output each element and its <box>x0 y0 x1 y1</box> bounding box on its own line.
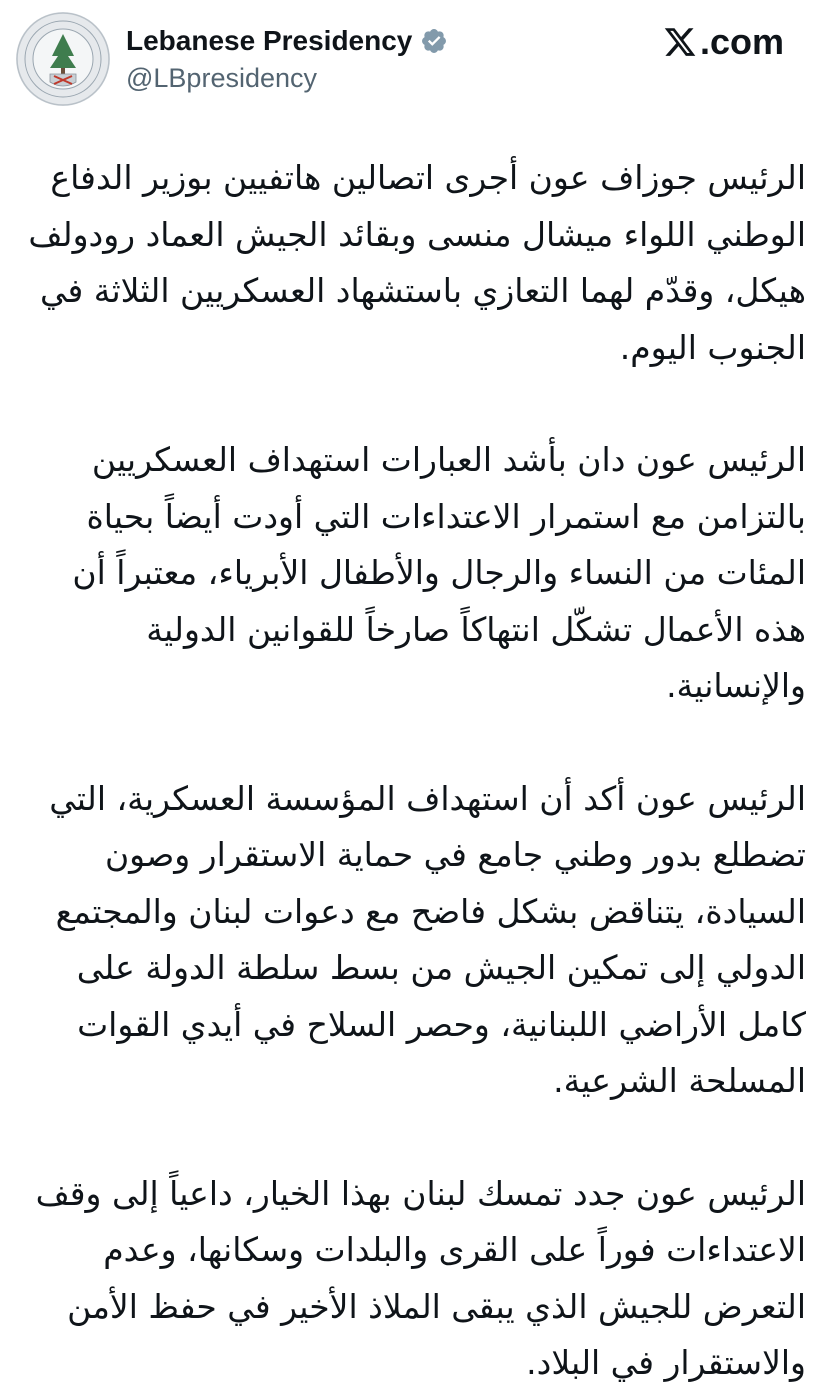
site-label <box>662 22 784 62</box>
tweet-paragraph: الرئيس جوزاف عون أجرى اتصالين هاتفيين بوزير الدفاع الوطني اللواء ميشال منسى وبقائد الجيش العماد رودولف هيكل، وقدّم لهما التعازي باستشهاد العسكريين الثلاثة في الجنوب اليوم. <box>28 158 806 367</box>
tweet-paragraph: الرئيس عون دان بأشد العبارات استهداف العسكريين بالتزامن مع استمرار الاعتداءات التي أودت أيضاً بحياة المئات من النساء والرجال والأطفال الأبرياء، معتبراً أن هذه الأعمال تشكّل انتهاكاً صارخاً للقوانين الدولية والإنسانية. <box>72 440 806 705</box>
tweet-paragraph: الرئيس عون جدد تمسك لبنان بهذا الخيار، داعياً إلى وقف الاعتداءات فوراً على القرى والبلدات وسكانها، وعدم التعرض للجيش الذي يبقى الملاذ الأخير في حفظ الأمن والاستقرار في البلاد. <box>35 1173 806 1382</box>
verified-badge-icon <box>420 27 448 55</box>
site-suffix: .com <box>699 21 784 62</box>
tweet-header <box>0 0 824 120</box>
display-name[interactable]: Lebanese Presidency <box>126 25 413 56</box>
tweet-text <box>18 150 806 1392</box>
tweet-paragraph: الرئيس عون أكد أن استهداف المؤسسة العسكرية، التي تضطلع بدور وطني جامع في حماية الاستقرار وصون السيادة، يتناقض بشكل فاضح مع دعوات لبنان والمجتمع الدولي إلى تمكين الجيش من بسط سلطة الدولة على كامل الأراضي اللبنانية، وحصر السلاح في أيدي القوات المسلحة الشرعية. <box>49 778 806 1100</box>
author-handle[interactable]: @LBpresidency <box>126 63 318 93</box>
x-logo-icon <box>662 25 698 59</box>
author-name-row[interactable] <box>126 24 448 58</box>
presidential-seal-icon[interactable] <box>16 12 110 106</box>
